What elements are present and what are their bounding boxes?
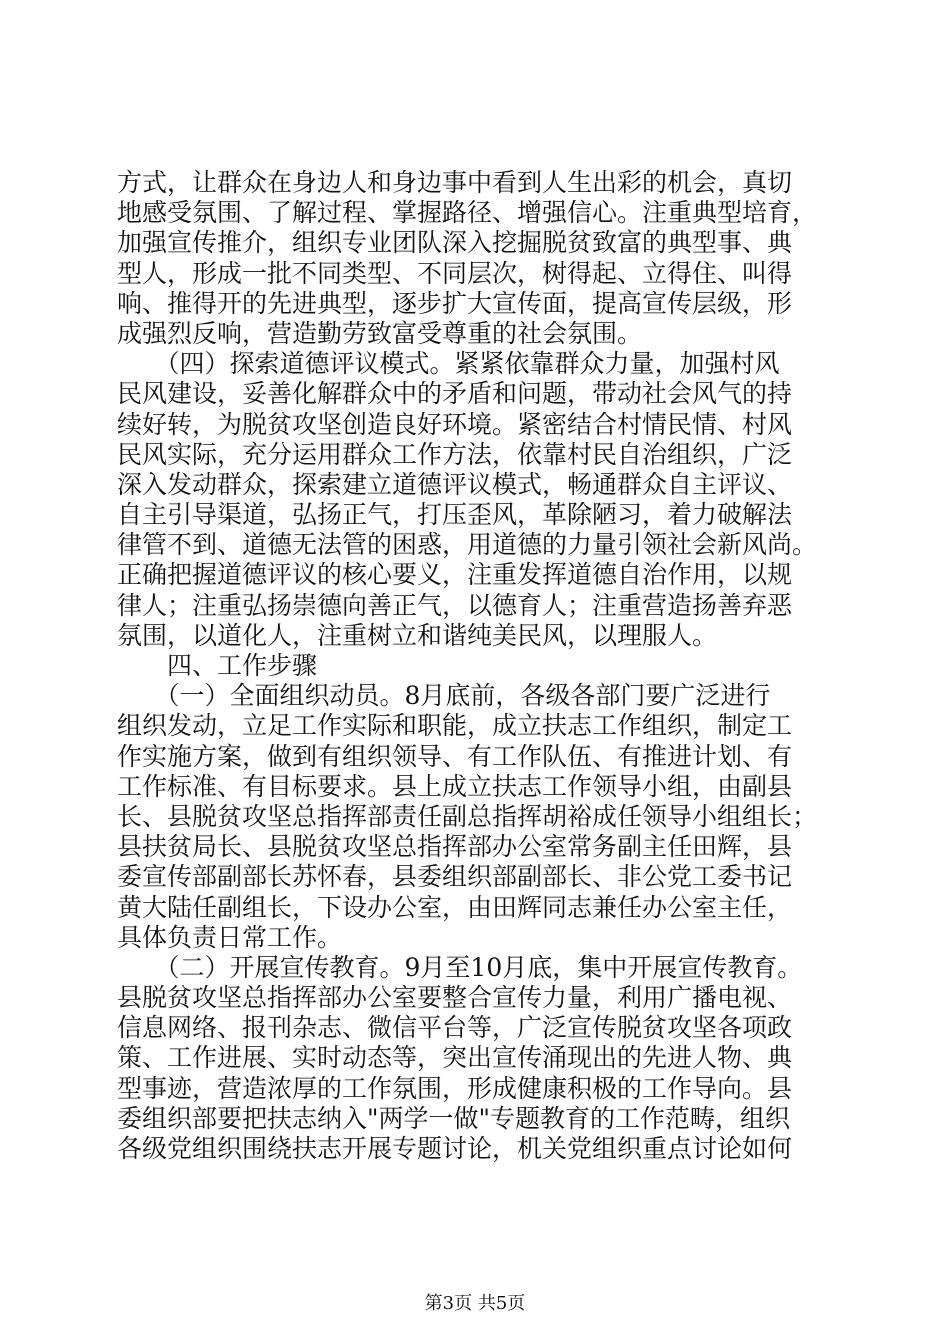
page-footer bbox=[0, 1292, 950, 1316]
text-line: 组织发动，立足工作实际和职能，成立扶志工作组织，制定工 bbox=[117, 711, 793, 741]
text-line: 响、推得开的先进典型，逐步扩大宣传面，提高宣传层级，形 bbox=[117, 288, 793, 318]
page-number: 第3页 共5页 bbox=[424, 1293, 526, 1314]
text-line: 自主引导渠道，弘扬正气，打压歪风，革除陋习，着力破解法 bbox=[117, 500, 793, 530]
text-line: 型人，形成一批不同类型、不同层次，树得起、立得住、叫得 bbox=[117, 258, 793, 288]
text-line: 律管不到、道德无法管的困惑，用道德的力量引领社会新风尚。 bbox=[117, 530, 818, 560]
text-line: 成强烈反响，营造勤劳致富受尊重的社会氛围。 bbox=[117, 318, 643, 348]
text-line: 正确把握道德评议的核心要义，注重发挥道德自治作用，以规 bbox=[117, 560, 793, 590]
text-line: 续好转，为脱贫攻坚创造良好环境。紧密结合村情民情、村风 bbox=[117, 409, 793, 439]
text-line: 型事迹，营造浓厚的工作氛围，形成健康积极的工作导向。县 bbox=[117, 1073, 793, 1103]
text-line: （一）全面组织动员。8月底前，各级各部门要广泛进行 bbox=[117, 681, 771, 711]
text-line: 地感受氛围、了解过程、掌握路径、增强信心。注重典型培育， bbox=[117, 198, 818, 228]
text-line: 委宣传部副部长苏怀春，县委组织部副部长、非公党工委书记 bbox=[117, 862, 793, 892]
text-line: 长、县脱贫攻坚总指挥部责任副总指挥胡裕成任领导小组组长； bbox=[117, 801, 818, 831]
text-line: 各级党组织围绕扶志开展专题讨论，机关党组织重点讨论如何 bbox=[117, 1134, 793, 1163]
text-line: 深入发动群众，探索建立道德评议模式，畅通群众自主评议、 bbox=[117, 469, 793, 499]
section-heading: 四、工作步骤 bbox=[117, 651, 318, 680]
text-line: 策、工作进展、实时动态等，突出宣传涌现出的先进人物、典 bbox=[117, 1043, 793, 1073]
text-line: 黄大陆任副组长，下设办公室，由田辉同志兼任办公室主任， bbox=[117, 892, 793, 922]
text-line: 县脱贫攻坚总指挥部办公室要整合宣传力量，利用广播电视、 bbox=[117, 983, 793, 1013]
document-body bbox=[117, 168, 837, 1164]
text-line: 工作标准、有目标要求。县上成立扶志工作领导小组，由副县 bbox=[117, 771, 793, 801]
text-line: 县扶贫局长、县脱贫攻坚总指挥部办公室常务副主任田辉，县 bbox=[117, 832, 793, 862]
text-line: 民风建设，妥善化解群众中的矛盾和问题，带动社会风气的持 bbox=[117, 379, 793, 409]
text-line: 作实施方案，做到有组织领导、有工作队伍、有推进计划、有 bbox=[117, 741, 793, 771]
text-line: 加强宣传推介，组织专业团队深入挖掘脱贫致富的典型事、典 bbox=[117, 228, 793, 258]
text-line: （二）开展宣传教育。9月至10月底，集中开展宣传教育。 bbox=[117, 952, 803, 982]
text-line: 民风实际，充分运用群众工作方法，依靠村民自治组织，广泛 bbox=[117, 439, 793, 469]
text-line: 具体负责日常工作。 bbox=[117, 922, 343, 952]
text-line: 方式，让群众在身边人和身边事中看到人生出彩的机会，真切 bbox=[117, 168, 793, 197]
text-line: 氛围，以道化人，注重树立和谐纯美民风，以理服人。 bbox=[117, 620, 718, 650]
text-line: 信息网络、报刊杂志、微信平台等，广泛宣传脱贫攻坚各项政 bbox=[117, 1013, 793, 1043]
text-line: 委组织部要把扶志纳入"两学一做"专题教育的工作范畴，组织 bbox=[117, 1103, 791, 1133]
text-line: 律人；注重弘扬崇德向善正气，以德育人；注重营造扬善弃恶 bbox=[117, 590, 793, 620]
text-line: （四）探索道德评议模式。紧紧依靠群众力量，加强村风 bbox=[117, 349, 780, 379]
